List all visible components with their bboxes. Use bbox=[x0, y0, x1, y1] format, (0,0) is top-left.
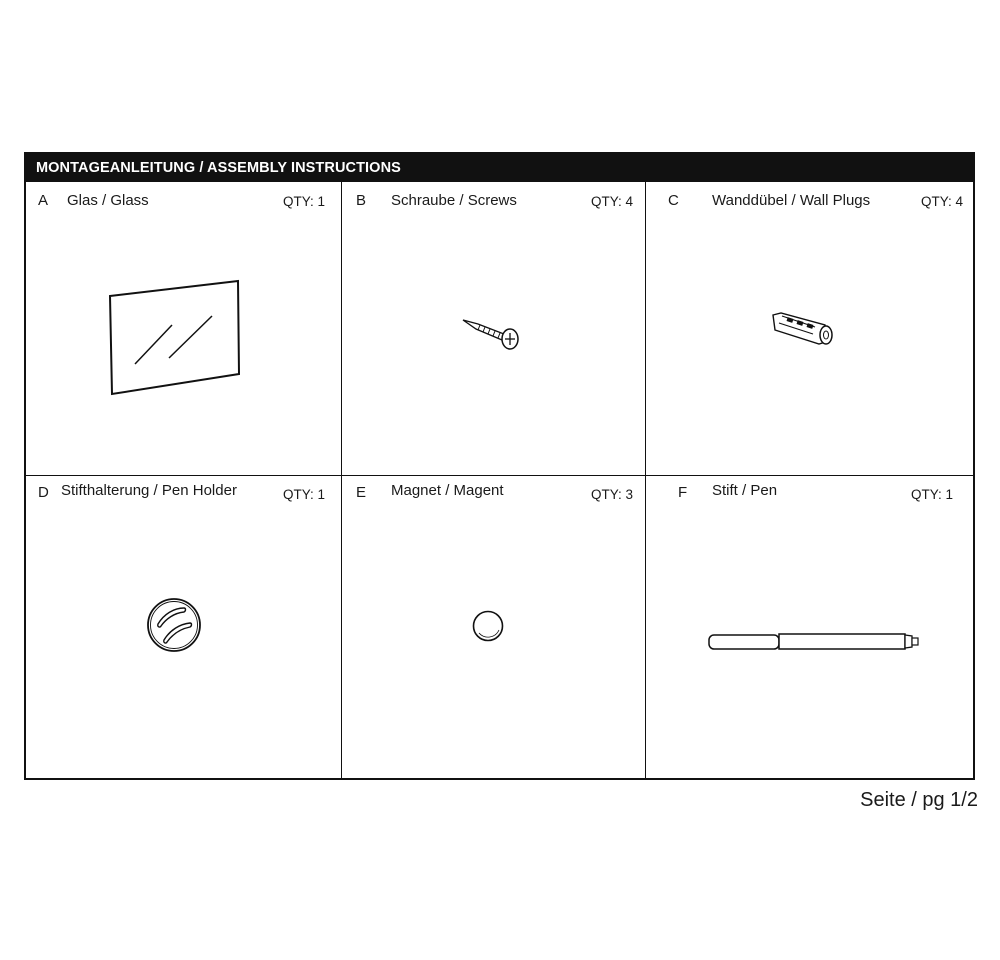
part-letter: D bbox=[38, 484, 49, 501]
glass-panel-icon bbox=[104, 277, 244, 402]
sheet-title: MONTAGEANLEITUNG / ASSEMBLY INSTRUCTIONS bbox=[26, 154, 973, 182]
part-qty: QTY: 4 bbox=[590, 194, 633, 209]
part-letter: B bbox=[356, 192, 367, 209]
magnet-icon bbox=[470, 608, 506, 644]
part-cell-a bbox=[26, 182, 342, 476]
screw-icon bbox=[460, 314, 532, 354]
parts-grid bbox=[26, 182, 973, 778]
part-qty: QTY: 1 bbox=[910, 487, 953, 502]
part-letter: E bbox=[356, 484, 367, 501]
pen-icon bbox=[706, 628, 922, 656]
page-number: Seite / pg 1/2 bbox=[860, 789, 978, 811]
part-qty: QTY: 3 bbox=[590, 487, 633, 502]
part-qty: QTY: 1 bbox=[282, 194, 325, 209]
part-name: Magnet / Magent bbox=[391, 482, 504, 499]
assembly-instructions-sheet bbox=[24, 152, 975, 780]
part-cell-c bbox=[646, 182, 973, 476]
part-letter: C bbox=[668, 192, 679, 209]
part-name: Wanddübel / Wall Plugs bbox=[712, 192, 871, 209]
part-letter: F bbox=[678, 484, 688, 501]
part-cell-d bbox=[26, 476, 342, 778]
part-name: Glas / Glass bbox=[67, 192, 149, 209]
part-qty: QTY: 4 bbox=[920, 194, 963, 209]
part-cell-b bbox=[342, 182, 646, 476]
part-name: Stift / Pen bbox=[712, 482, 778, 499]
wall-plug-icon bbox=[769, 307, 839, 357]
part-qty: QTY: 1 bbox=[282, 487, 325, 502]
part-letter: A bbox=[38, 192, 49, 209]
part-cell-f bbox=[646, 476, 973, 778]
part-cell-e bbox=[342, 476, 646, 778]
part-name: Schraube / Screws bbox=[391, 192, 517, 209]
pen-holder-icon bbox=[144, 594, 204, 656]
part-name: Stifthalterung / Pen Holder bbox=[61, 482, 237, 499]
